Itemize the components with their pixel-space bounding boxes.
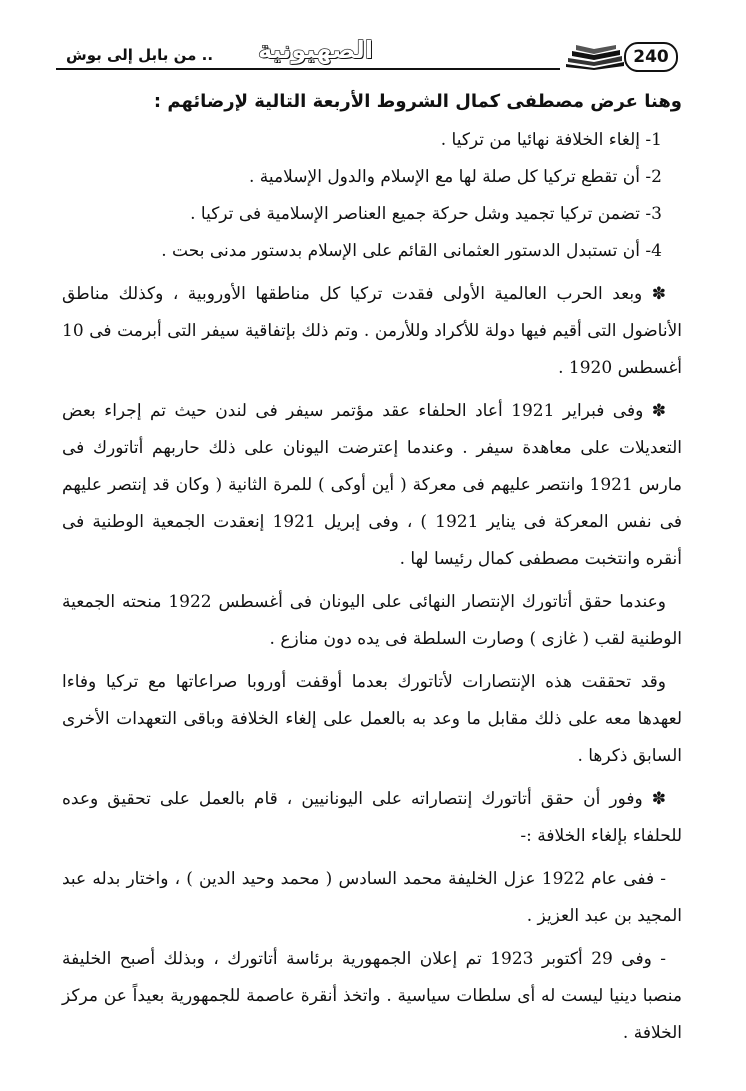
paragraph: ✽ وبعد الحرب العالمية الأولى فقدت تركيا كل مناطقها الأوروبية ، وكذلك مناطق الأناضول التى أقيم فيها دولة للأكراد وللأرمن . وتم ذلك بإتفاقية سيفر التى أبرمت فى 10 أغسطس 1920 . xyxy=(62,284,682,378)
condition-item: 4- أن تستبدل الدستور العثمانى القائم على الإسلام بدستور مدنى بحت . xyxy=(161,241,662,261)
condition-item: 1- إلغاء الخلافة نهائيا من تركيا . xyxy=(440,130,662,150)
condition-item: 3- تضمن تركيا تجميد وشل حركة جميع العناصر الإسلامية فى تركيا . xyxy=(190,204,662,224)
header-brand-title: الصهيونية xyxy=(252,36,379,64)
paragraph: وعندما حقق أتاتورك الإنتصار النهائى على اليونان فى أغسطس 1922 منحته الجمعية الوطنية لقب ( غازى ) وصارت السلطة فى يده دون منازع . xyxy=(62,592,682,649)
page-body xyxy=(62,82,682,1052)
page-number: 240 xyxy=(624,42,678,72)
header-rule xyxy=(56,68,560,70)
section-heading: وهنا عرض مصطفى كمال الشروط الأربعة التالية لإرضائهم : xyxy=(153,91,682,112)
header-subtitle: .. من بابل إلى بوش xyxy=(62,46,217,64)
condition-item: 2- أن تقطع تركيا كل صلة لها مع الإسلام والدول الإسلامية . xyxy=(248,167,662,187)
paragraph: - ففى عام 1922 عزل الخليفة محمد السادس ( محمد وحيد الدين ) ، واختار بدله عبد المجيد بن عبد العزيز . xyxy=(62,869,682,926)
paragraph: وقد تحققت هذه الإنتصارات لأتاتورك بعدما أوقفت أوروبا صراعاتها مع تركيا وفاءا لعهدها معه على ذلك مقابل ما وعد به بالعمل على إلغاء الخلافة وباقى التعهدات الأخرى السابق ذكرها . xyxy=(62,672,682,766)
running-header xyxy=(56,36,678,76)
paragraph: ✽ وفى فبراير 1921 أعاد الحلفاء عقد مؤتمر سيفر فى لندن حيث تم إجراء بعض التعديلات على معاهدة سيفر . وعندما إعترضت اليونان على ذلك حاربهم أتاتورك فى مارس 1921 وانتصر عليهم فى معركة ( أين أوكى ) للمرة الثانية ( وكان قد إنتصر عليهم فى نفس المعركة فى يناير 1921 ) ، وفى إبريل 1921 إنعقدت الجمعية الوطنية فى أنقره وانتخبت مصطفى كمال رئيسا لها . xyxy=(62,401,682,569)
paragraph: - وفى 29 أكتوبر 1923 تم إعلان الجمهورية برئاسة أتاتورك ، وبذلك أصبح الخليفة منصبا دينيا ليست له أى سلطات سياسية . واتخذ أنقرة عاصمة للجمهورية بعيداً عن مركز الخلافة . xyxy=(62,949,682,1043)
book-stack-icon xyxy=(564,42,626,70)
paragraph: ✽ وفور أن حقق أتاتورك إنتصاراته على اليونانيين ، قام بالعمل على تحقيق وعده للحلفاء بإلغاء الخلافة :- xyxy=(62,789,682,846)
